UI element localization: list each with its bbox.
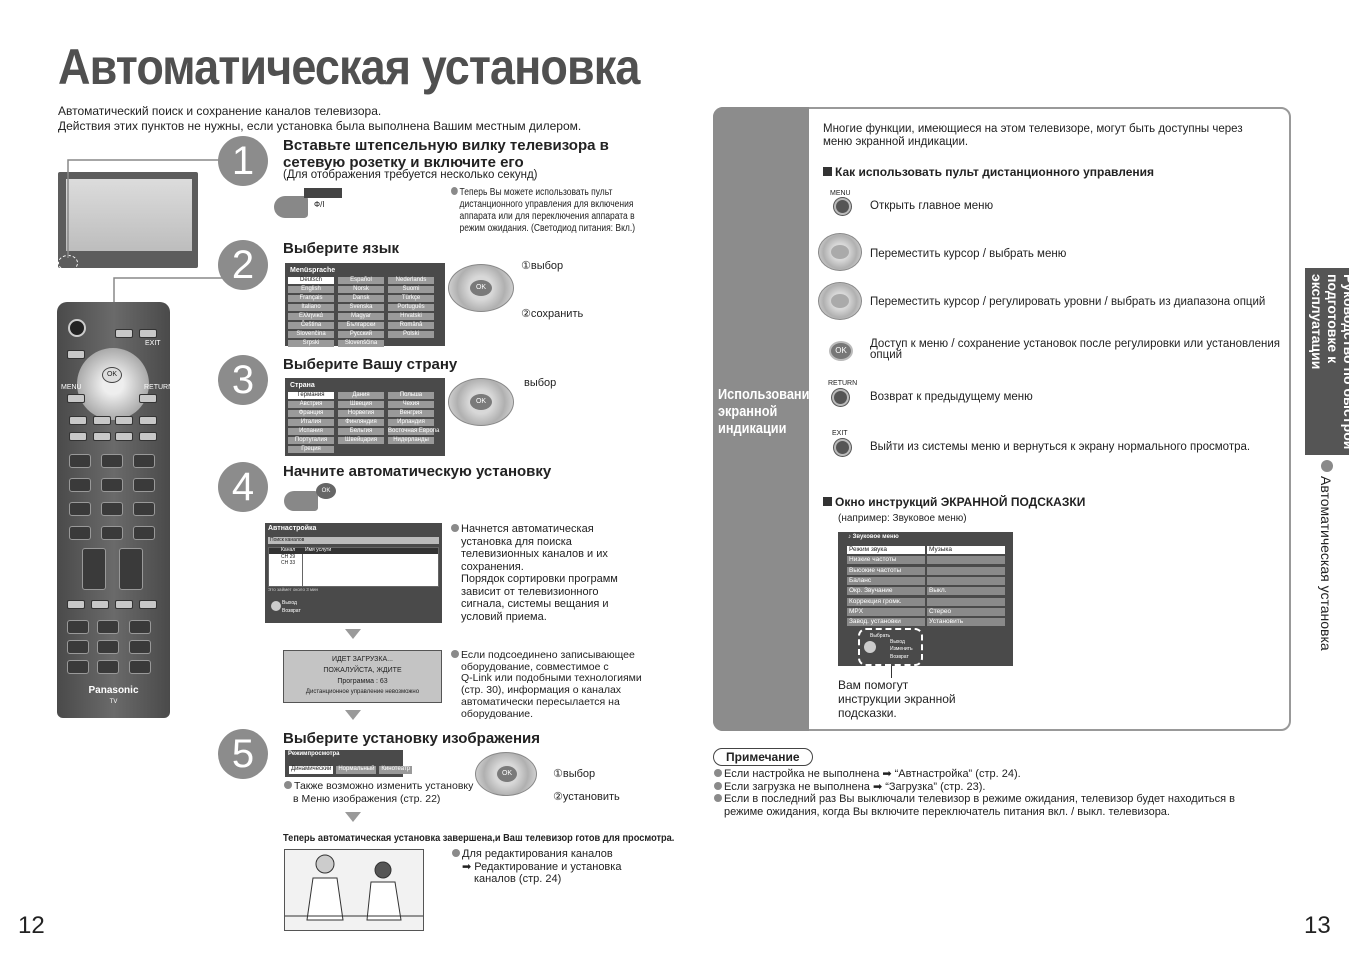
- country-menu: [285, 378, 445, 456]
- remote-number-button[interactable]: [69, 478, 91, 492]
- help-window-heading: Окно инструкций ЭКРАННОЙ ПОДСКАЗКИ: [823, 495, 1085, 509]
- remote-usage-heading: Как использовать пульт дистанционного управления: [823, 165, 1154, 179]
- return-button[interactable]: [832, 389, 849, 406]
- language-option[interactable]: Română: [388, 322, 434, 329]
- remote-button[interactable]: [67, 600, 85, 609]
- remote-button[interactable]: [97, 620, 119, 634]
- volume-rocker[interactable]: [82, 548, 106, 590]
- step-number-4: 4: [218, 462, 268, 512]
- picture-mode-option[interactable]: Кинотеатр: [381, 766, 411, 772]
- intro-text: Автоматический поиск и сохранение каналов телевизора. Действия этих пунктов не нужны, если установка была выполнена Вашим местным дилером.: [58, 104, 582, 133]
- picture-mode-menu: Режимпросмотра Динамический Нормальный Кинотеатр: [285, 750, 403, 777]
- sound-menu-row-value: [927, 567, 1005, 575]
- remote-number-button[interactable]: [133, 454, 155, 468]
- remote-number-button[interactable]: [133, 526, 155, 540]
- page-title: Автоматическая установка: [58, 39, 640, 95]
- remote-number-button[interactable]: [101, 478, 123, 492]
- step3-select-label: выбор: [524, 377, 557, 389]
- language-option[interactable]: Български: [338, 322, 384, 329]
- remote-button[interactable]: [91, 600, 109, 609]
- language-option[interactable]: Magyar: [338, 313, 384, 320]
- step5-set-label: ②установить: [553, 791, 620, 803]
- remote-number-button[interactable]: [101, 526, 123, 540]
- language-option[interactable]: Italiano: [288, 304, 334, 311]
- ok-button[interactable]: OK: [829, 341, 853, 361]
- language-option[interactable]: Português: [388, 304, 434, 311]
- sound-menu-row-value: [927, 577, 1005, 585]
- step2-ok-button[interactable]: OK: [470, 280, 492, 296]
- remote-button[interactable]: [93, 416, 111, 425]
- sound-menu-row[interactable]: [847, 618, 1005, 626]
- country-menu-title: Страна: [290, 382, 315, 389]
- section-side-tab: [1305, 268, 1357, 455]
- language-option[interactable]: Dansk: [338, 295, 384, 302]
- step5-heading: Выберите установку изображения: [283, 730, 540, 747]
- return-label: RETURN: [144, 384, 174, 391]
- cursor-adjust-ok[interactable]: [831, 294, 849, 308]
- remote-button[interactable]: [139, 329, 157, 338]
- language-option[interactable]: Nederlands: [388, 277, 434, 284]
- step1-heading: Вставьте штепсельную вилку телевизора в сетевую розетку и включите его: [283, 137, 609, 171]
- hand-pressing-power-icon: Ф/I: [274, 188, 342, 220]
- remote-number-button[interactable]: [69, 454, 91, 468]
- country-option[interactable]: Норвегия: [338, 410, 384, 417]
- sound-menu-row-label: Окр. Звучание: [847, 587, 925, 595]
- sound-menu-row-value: Выкл.: [927, 587, 1005, 595]
- step2-heading: Выберите язык: [283, 240, 400, 257]
- country-option[interactable]: Польша: [388, 392, 434, 399]
- hint-box: Выбрать Выход Изменить Возврат: [858, 628, 923, 666]
- cursor-select-desc: Переместить курсор / выбрать меню: [870, 248, 1067, 260]
- hint-dpad-icon: [864, 641, 876, 653]
- step5-select-label: ①выбор: [553, 768, 596, 780]
- sound-menu-title: ♪ Звуковое меню: [848, 534, 899, 540]
- sound-menu-row-label: Коррекция громк.: [847, 598, 925, 606]
- cursor-adjust-desc: Переместить курсор / регулировать уровни / выбрать из диапазона опций: [870, 296, 1266, 308]
- language-menu-title: Menüsprache: [290, 267, 336, 274]
- country-option[interactable]: Швейцария: [338, 437, 384, 444]
- current-section-marker: [1321, 460, 1333, 472]
- return-button-label: RETURN: [828, 380, 858, 387]
- language-option[interactable]: Slovenščina: [338, 340, 384, 347]
- step1-subtitle: (Для отображения требуется несколько секунд): [283, 169, 538, 181]
- remote-button[interactable]: [67, 640, 89, 654]
- country-option[interactable]: Чехия: [388, 401, 434, 408]
- language-option[interactable]: Polski: [388, 331, 434, 338]
- remote-button[interactable]: [139, 432, 157, 441]
- remote-button[interactable]: [115, 416, 133, 425]
- step3-ok-button[interactable]: OK: [470, 394, 492, 410]
- step-number-5: 5: [218, 729, 268, 779]
- loading-screen: ИДЕТ ЗАГРУЗКА... ПОЖАЛУЙСТА, ЖДИТЕ Программа : 63 Дистанционное управление невозможно: [283, 650, 442, 703]
- step2-select-label: ①выбор: [521, 260, 564, 272]
- remote-button[interactable]: [139, 416, 157, 425]
- help-caption: Вам помогут инструкции экранной подсказки.: [838, 678, 956, 720]
- channel-edit-note: Для редактирования каналов ➡ Редактирование и установка каналов (стр. 24): [452, 848, 621, 886]
- remote-button[interactable]: [67, 350, 85, 359]
- remote-button[interactable]: [115, 432, 133, 441]
- country-option[interactable]: Нидерланды: [388, 437, 434, 444]
- hand-pressing-ok-icon: OK: [284, 483, 336, 513]
- language-option[interactable]: Türkçe: [388, 295, 434, 302]
- remote-number-button[interactable]: [69, 502, 91, 516]
- exit-button-label: EXIT: [832, 430, 848, 437]
- help-window-sub: (например: Звуковое меню): [838, 513, 967, 524]
- country-option[interactable]: Дания: [338, 392, 384, 399]
- exit-button-desc: Выйти из системы меню и вернуться к экрану нормального просмотра.: [870, 441, 1251, 453]
- page-number-right: 13: [1304, 912, 1331, 939]
- country-option[interactable]: Австрия: [288, 401, 334, 408]
- country-option[interactable]: Ирландия: [388, 419, 434, 426]
- language-option[interactable]: Čeština: [288, 322, 334, 329]
- menu-button-desc: Открыть главное меню: [870, 200, 994, 212]
- flow-arrow-icon: [345, 629, 361, 639]
- language-option[interactable]: Français: [288, 295, 334, 302]
- remote-number-button[interactable]: [133, 502, 155, 516]
- country-option[interactable]: Португалия: [288, 437, 334, 444]
- sound-menu-row-value: Музыка: [927, 546, 1005, 554]
- remote-button[interactable]: [67, 620, 89, 634]
- remote-button[interactable]: [129, 620, 151, 634]
- language-menu: [285, 263, 445, 346]
- language-option[interactable]: Suomi: [388, 286, 434, 293]
- language-option[interactable]: Srpski: [288, 340, 334, 347]
- language-option[interactable]: Norsk: [338, 286, 384, 293]
- remote-tv-label: TV: [109, 699, 118, 705]
- step-number-2: 2: [218, 240, 268, 290]
- people-icon: [285, 850, 423, 930]
- sound-menu-row[interactable]: [847, 598, 1005, 606]
- menu-label: MENU: [61, 384, 82, 391]
- menu-button[interactable]: [834, 198, 851, 215]
- notes-list: Если настройка не выполнена ➡ “Автнастройка” (стр. 24). Если загрузка не выполнена ➡ “Загрузка” (стр. 23). Если в последний раз Вы выключали телевизор в режиме ожидания, телевизор будет находиться в режиме ожидания, когда Вы включите переключатель питания вкл. / выкл. телевизора.: [714, 768, 1235, 818]
- remote-button[interactable]: [115, 600, 133, 609]
- sound-menu-row[interactable]: [847, 608, 1005, 616]
- sound-menu-row-label: Режим звука: [847, 546, 925, 554]
- exit-button[interactable]: [834, 439, 851, 456]
- remote-button[interactable]: [115, 329, 133, 338]
- sound-menu-row-value: Стерео: [927, 608, 1005, 616]
- language-option[interactable]: Русский: [338, 331, 384, 338]
- sound-menu-row-label: Баланс: [847, 577, 925, 585]
- cursor-select-ok[interactable]: [831, 245, 849, 259]
- qlink-note: Если подсоединено записывающее оборудование, совместимое с Q-Link или подобными технологиями (стр. 30), информация о каналах автоматически пересылается на оборудование.: [451, 650, 642, 720]
- step-number-3: 3: [218, 355, 268, 405]
- callout-lines: [66, 138, 226, 308]
- language-option[interactable]: English: [288, 286, 334, 293]
- country-option[interactable]: Германия: [288, 392, 334, 399]
- remote-brand: Panasonic: [88, 685, 139, 696]
- remote-button[interactable]: [67, 660, 89, 674]
- country-option[interactable]: Италия: [288, 419, 334, 426]
- channel-rocker[interactable]: [119, 548, 143, 590]
- osd-side-title: Использование экранной индикации: [718, 386, 817, 437]
- remote-button[interactable]: [139, 394, 157, 403]
- remote-button[interactable]: [69, 432, 87, 441]
- remote-button[interactable]: [139, 600, 157, 609]
- sound-menu-row-value: Установить: [927, 618, 1005, 626]
- step5-note: Также возможно изменить установку в Меню изображения (стр. 22): [284, 780, 473, 806]
- page-number-left: 12: [18, 912, 45, 939]
- flow-arrow-icon: [345, 710, 361, 720]
- country-option[interactable]: Швеция: [338, 401, 384, 408]
- sound-menu-row-label: Низкие частоты: [847, 556, 925, 564]
- remote-button[interactable]: [129, 660, 151, 674]
- flow-arrow-icon: [345, 812, 361, 822]
- sound-menu-row[interactable]: [847, 587, 1005, 595]
- exit-label: EXIT: [145, 340, 161, 347]
- sound-menu-row-label: Высокие частоты: [847, 567, 925, 575]
- caption-line: [891, 666, 892, 678]
- menu-button-label: MENU: [830, 190, 851, 197]
- osd-intro: Многие функции, имеющиеся на этом телевизоре, могут быть доступны через меню экранной индикации.: [823, 123, 1243, 148]
- language-option[interactable]: Ελληνικά: [288, 313, 334, 320]
- language-option[interactable]: Deutsch: [288, 277, 334, 284]
- couple-watching-illustration: [284, 849, 424, 931]
- step4-description: Начнется автоматическая установка для поиска телевизионных каналов и их сохранения. Порядок сортировки программ зависит от телевизионного сигнала, системы вещания и условий приема.: [451, 523, 618, 623]
- sound-menu-row[interactable]: [847, 567, 1005, 575]
- country-option[interactable]: Бельгия: [338, 428, 384, 435]
- step4-heading: Начните автоматическую установку: [283, 463, 552, 480]
- remote-control: [57, 302, 174, 718]
- remote-ok-button[interactable]: OK: [102, 367, 122, 383]
- remote-number-button[interactable]: [101, 502, 123, 516]
- setup-complete-text: Теперь автоматическая установка завершена,и Ваш телевизор готов для просмотра.: [283, 832, 675, 844]
- country-option[interactable]: Испания: [288, 428, 334, 435]
- country-option[interactable]: Греция: [288, 446, 334, 453]
- language-option[interactable]: Slovenčina: [288, 331, 334, 338]
- section-side-tab-text: Руководство по быстрой подготовке к эксплуатации: [1309, 274, 1357, 450]
- remote-button[interactable]: [67, 394, 85, 403]
- remote-number-button[interactable]: [133, 478, 155, 492]
- remote-button[interactable]: [129, 640, 151, 654]
- step3-heading: Выберите Вашу страну: [283, 356, 458, 373]
- country-option[interactable]: Финляндия: [338, 419, 384, 426]
- sound-menu-row-value: [927, 598, 1005, 606]
- country-option[interactable]: Франция: [288, 410, 334, 417]
- remote-button[interactable]: [69, 416, 87, 425]
- step1-note: Теперь Вы можете использовать пульт дистанционного управления для включения аппарата или для переключения аппарата в режим ожидания. (Светодиод питания: Вкл.): [451, 187, 635, 235]
- step2-save-label: ②сохранить: [521, 308, 584, 320]
- note-title: Примечание: [713, 748, 813, 766]
- sound-menu-row-label: Завод. установки: [847, 618, 925, 626]
- remote-button[interactable]: [93, 432, 111, 441]
- picture-mode-option[interactable]: Нормальный: [338, 766, 375, 772]
- language-option[interactable]: Hrvatski: [388, 313, 434, 320]
- language-option[interactable]: Español: [338, 277, 384, 284]
- ok-button-desc: Доступ к меню / сохранение установок после регулировки или установления опций: [870, 338, 1280, 361]
- step-number-1: 1: [218, 136, 268, 186]
- remote-number-button[interactable]: [101, 454, 123, 468]
- current-section-label: Автоматическая установка: [1318, 476, 1334, 651]
- sound-menu-screen: [838, 532, 1013, 666]
- remote-dpad[interactable]: [77, 348, 149, 420]
- power-button[interactable]: [68, 319, 86, 337]
- country-option[interactable]: Венгрия: [388, 410, 434, 417]
- autotune-screen: Автнастройка Поиск каналов Канал Имя услуги CH 29 CH 33 Это займет около 3 мин Выход Возврат: [265, 523, 442, 623]
- sound-menu-row-label: MPX: [847, 608, 925, 616]
- return-button-desc: Возврат к предыдущему меню: [870, 391, 1033, 403]
- step5-ok-button[interactable]: OK: [497, 766, 517, 782]
- country-option[interactable]: Восточная Европа: [388, 428, 440, 434]
- remote-number-button[interactable]: [69, 526, 91, 540]
- picture-mode-option[interactable]: Динамический: [291, 766, 332, 772]
- sound-menu-row-value: [927, 556, 1005, 564]
- sound-menu-row[interactable]: [847, 577, 1005, 585]
- language-option[interactable]: Svenska: [338, 304, 384, 311]
- remote-button[interactable]: [97, 640, 119, 654]
- remote-button[interactable]: [97, 660, 119, 674]
- sound-menu-row[interactable]: [847, 546, 1005, 554]
- sound-menu-row[interactable]: [847, 556, 1005, 564]
